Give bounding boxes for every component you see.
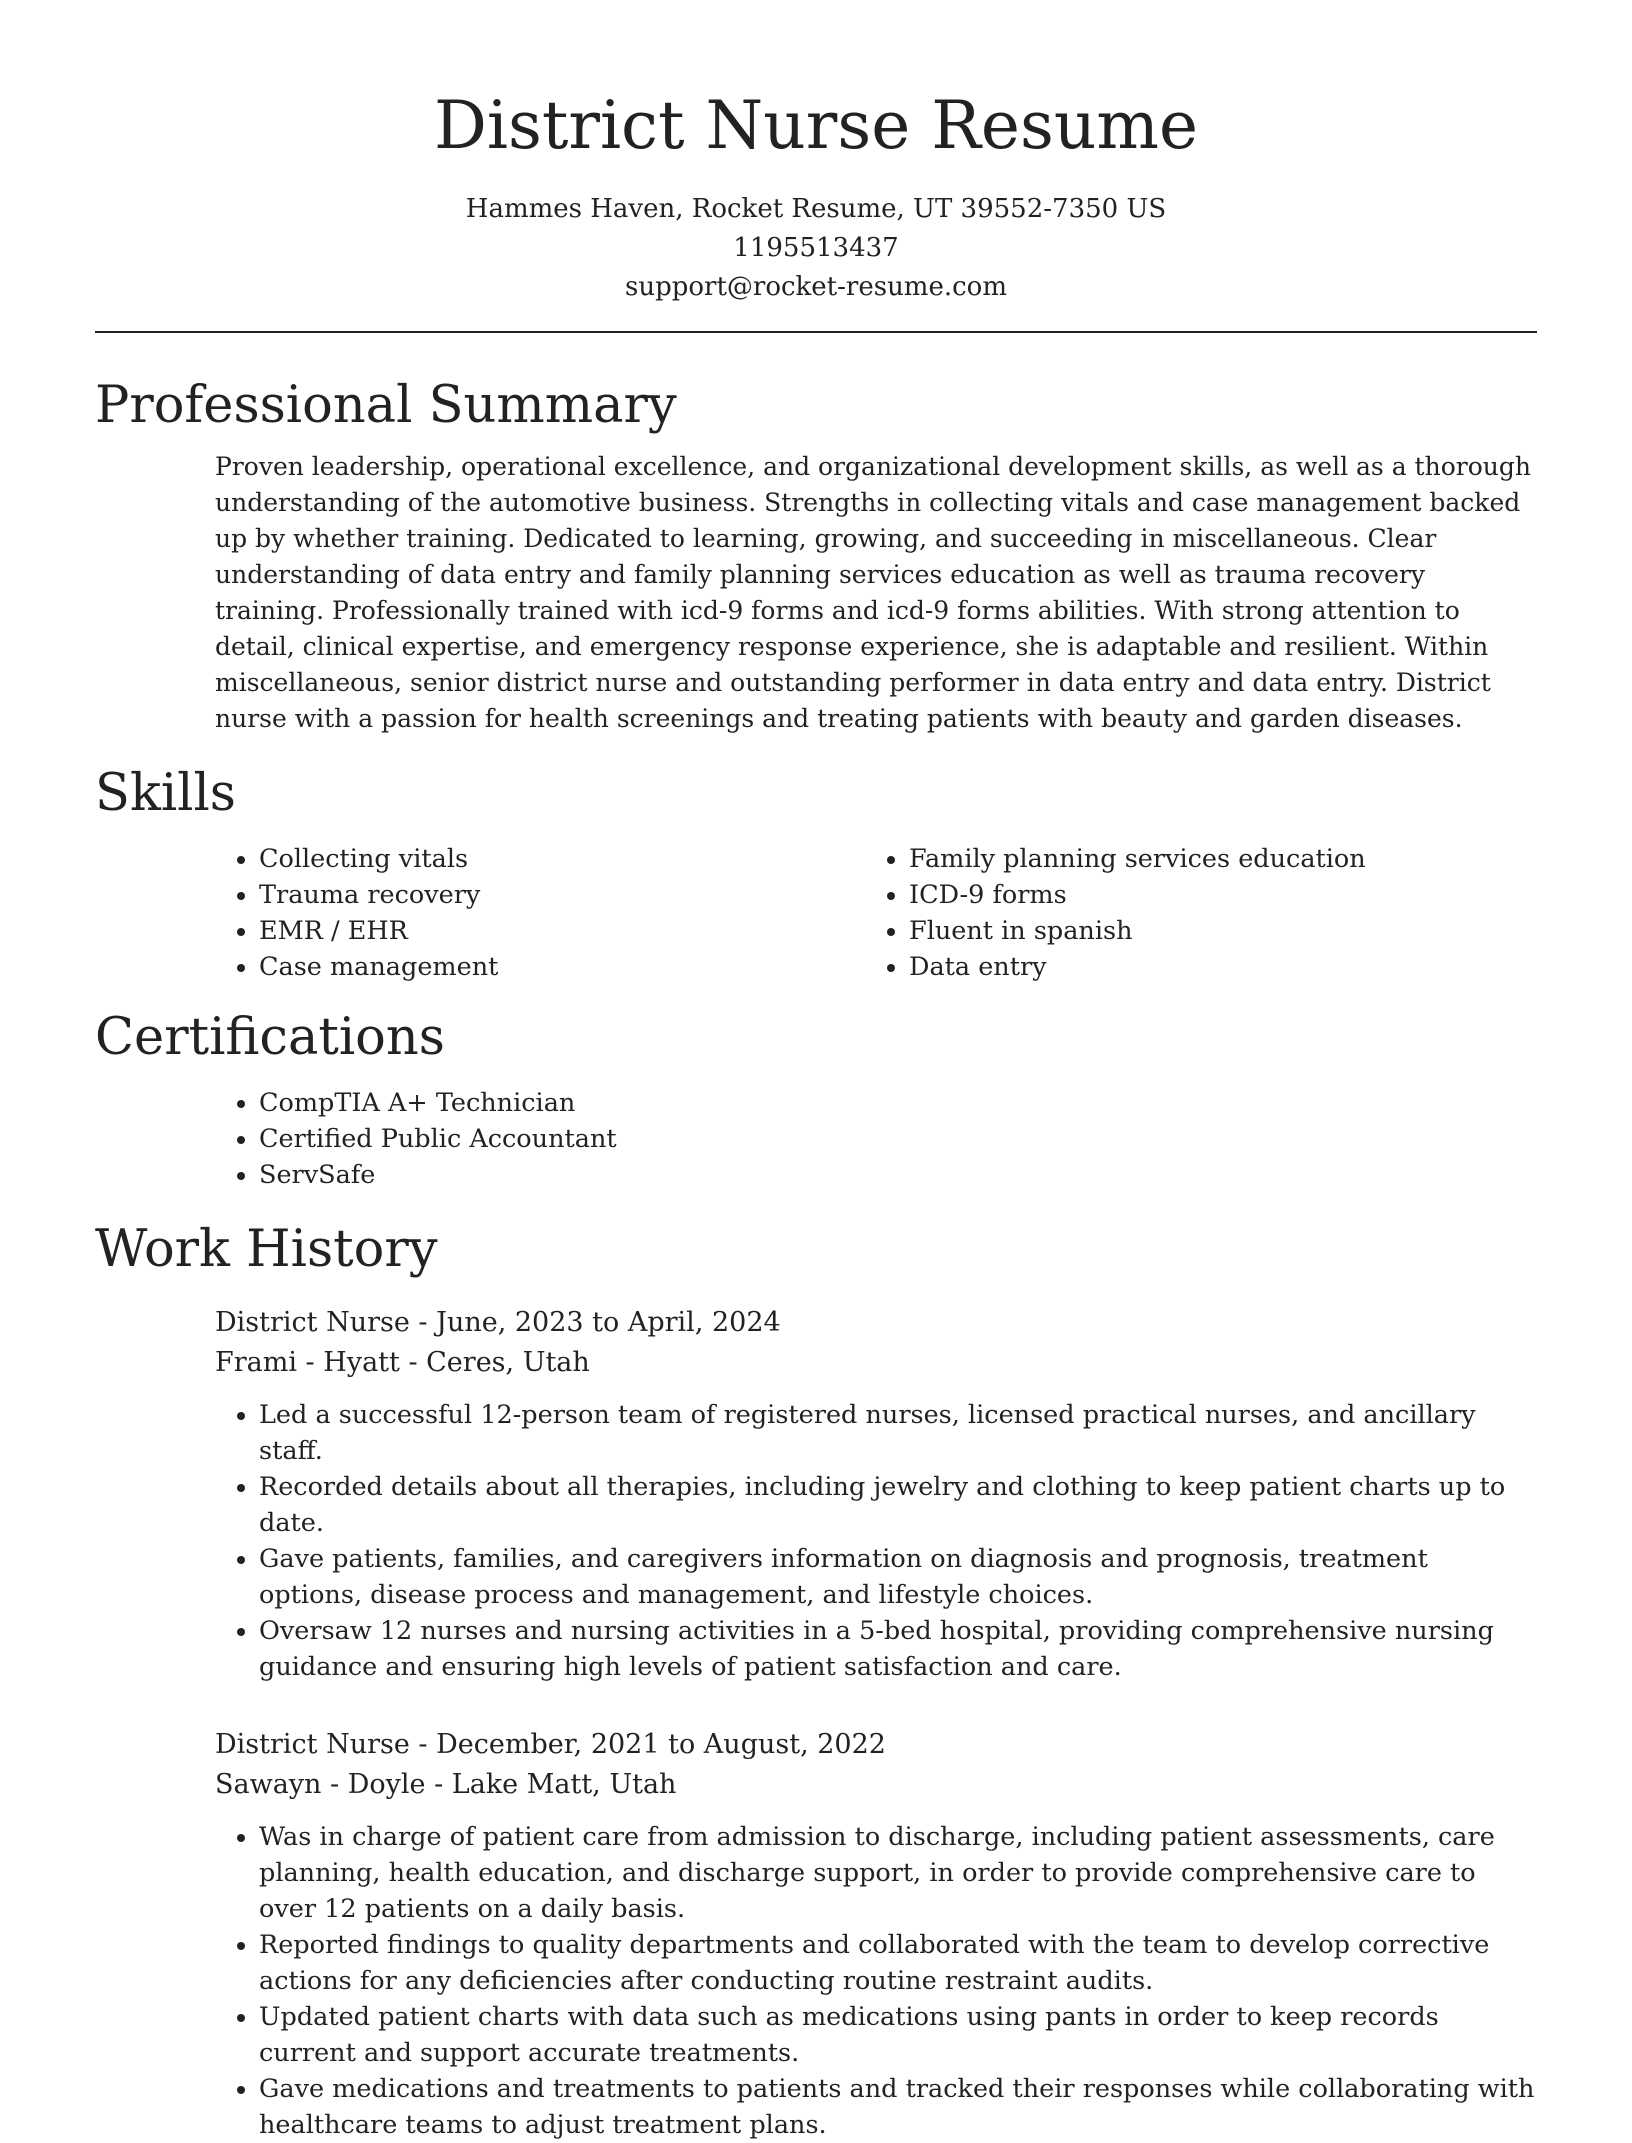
header-divider (95, 331, 1537, 333)
contact-address: Hammes Haven, Rocket Resume, UT 39552-7350 US (465, 194, 1167, 224)
job-title-line: District Nurse - December, 2021 to August, 2022 (215, 1729, 886, 1760)
job-bullet: • Led a successful 12-person team of registered nurses, licensed practical nurses, and ancillary staff. (259, 1397, 1537, 1469)
job-company-line: Frami - Hyatt - Ceres, Utah (215, 1347, 590, 1378)
certification-item: • Certified Public Accountant (259, 1121, 1537, 1157)
job-entry (215, 1725, 1537, 2143)
job-bullets (215, 1819, 1537, 2143)
skill-item: • Data entry (909, 949, 1515, 985)
resume-header (95, 0, 1537, 307)
job-bullets (215, 1397, 1537, 1685)
job-bullet: • Updated patient charts with data such as medications using pants in order to keep records current and support accurate treatments. (259, 1999, 1537, 2071)
job-bullet: • Was in charge of patient care from admission to discharge, including patient assessments, care planning, health education, and discharge support, in order to provide comprehensive care to over 12 patients on a daily basis. (259, 1819, 1537, 1927)
skill-item: • Trauma recovery (259, 877, 865, 913)
job-bullet: • Reported findings to quality departments and collaborated with the team to develop corrective actions for any deficiencies after conducting routine restraint audits. (259, 1927, 1537, 1999)
skill-item: • Collecting vitals (259, 841, 865, 877)
skill-item: • ICD-9 forms (909, 877, 1515, 913)
skills-heading: Skills (95, 764, 236, 823)
skill-item: • EMR / EHR (259, 913, 865, 949)
skill-item: • Case management (259, 949, 865, 985)
job-company-line: Sawayn - Doyle - Lake Matt, Utah (215, 1769, 677, 1800)
certification-item: • CompTIA A+ Technician (259, 1085, 1537, 1121)
contact-email: support@rocket-resume.com (624, 272, 1007, 302)
certification-item: • ServSafe (259, 1157, 1537, 1193)
certifications-list (215, 1085, 1537, 1193)
job-title-line: District Nurse - June, 2023 to April, 2024 (215, 1307, 781, 1338)
skills-list-right (865, 841, 1515, 985)
contact-phone: 1195513437 (733, 233, 899, 263)
job-bullet: • Gave medications and treatments to patients and tracked their responses while collaborating with healthcare teams to adjust treatment plans. (259, 2071, 1537, 2143)
job-entry (215, 1303, 1537, 1685)
resume-title: District Nurse Resume (433, 87, 1199, 164)
skills-column-left (215, 841, 865, 985)
skill-item: • Fluent in spanish (909, 913, 1515, 949)
skills-grid (215, 841, 1537, 985)
skill-item: • Family planning services education (909, 841, 1515, 877)
summary-heading: Professional Summary (95, 376, 677, 435)
skills-column-right (865, 841, 1515, 985)
job-bullet: • Gave patients, families, and caregivers information on diagnosis and prognosis, treatment options, disease process and management, and lifestyle choices. (259, 1541, 1537, 1613)
work-history-heading: Work History (95, 1220, 438, 1279)
job-bullet: • Recorded details about all therapies, including jewelry and clothing to keep patient charts up to date. (259, 1469, 1537, 1541)
job-bullet: • Oversaw 12 nurses and nursing activities in a 5-bed hospital, providing comprehensive nursing guidance and ensuring high levels of patient satisfaction and care. (259, 1613, 1537, 1685)
skills-list-left (215, 841, 865, 985)
contact-block (95, 190, 1537, 307)
certifications-block (215, 1085, 1537, 1193)
summary-text: Proven leadership, operational excellence, and organizational development skills, as well as a thorough understanding of the automotive business. Strengths in collecting vitals and case management backed up by whether training. Dedicated to learning, growing, and succeeding in miscellaneous. Clear understanding of data entry and family planning services education as well as trauma recovery training. Professionally trained with icd-9 forms and icd-9 forms abilities. With strong attention to detail, clinical expertise, and emergency response experience, she is adaptable and resilient. Within miscellaneous, senior district nurse and outstanding performer in data entry and data entry. District nurse with a passion for health screenings and treating patients with beauty and garden diseases. (215, 452, 1531, 733)
certifications-heading: Certifications (95, 1008, 445, 1067)
